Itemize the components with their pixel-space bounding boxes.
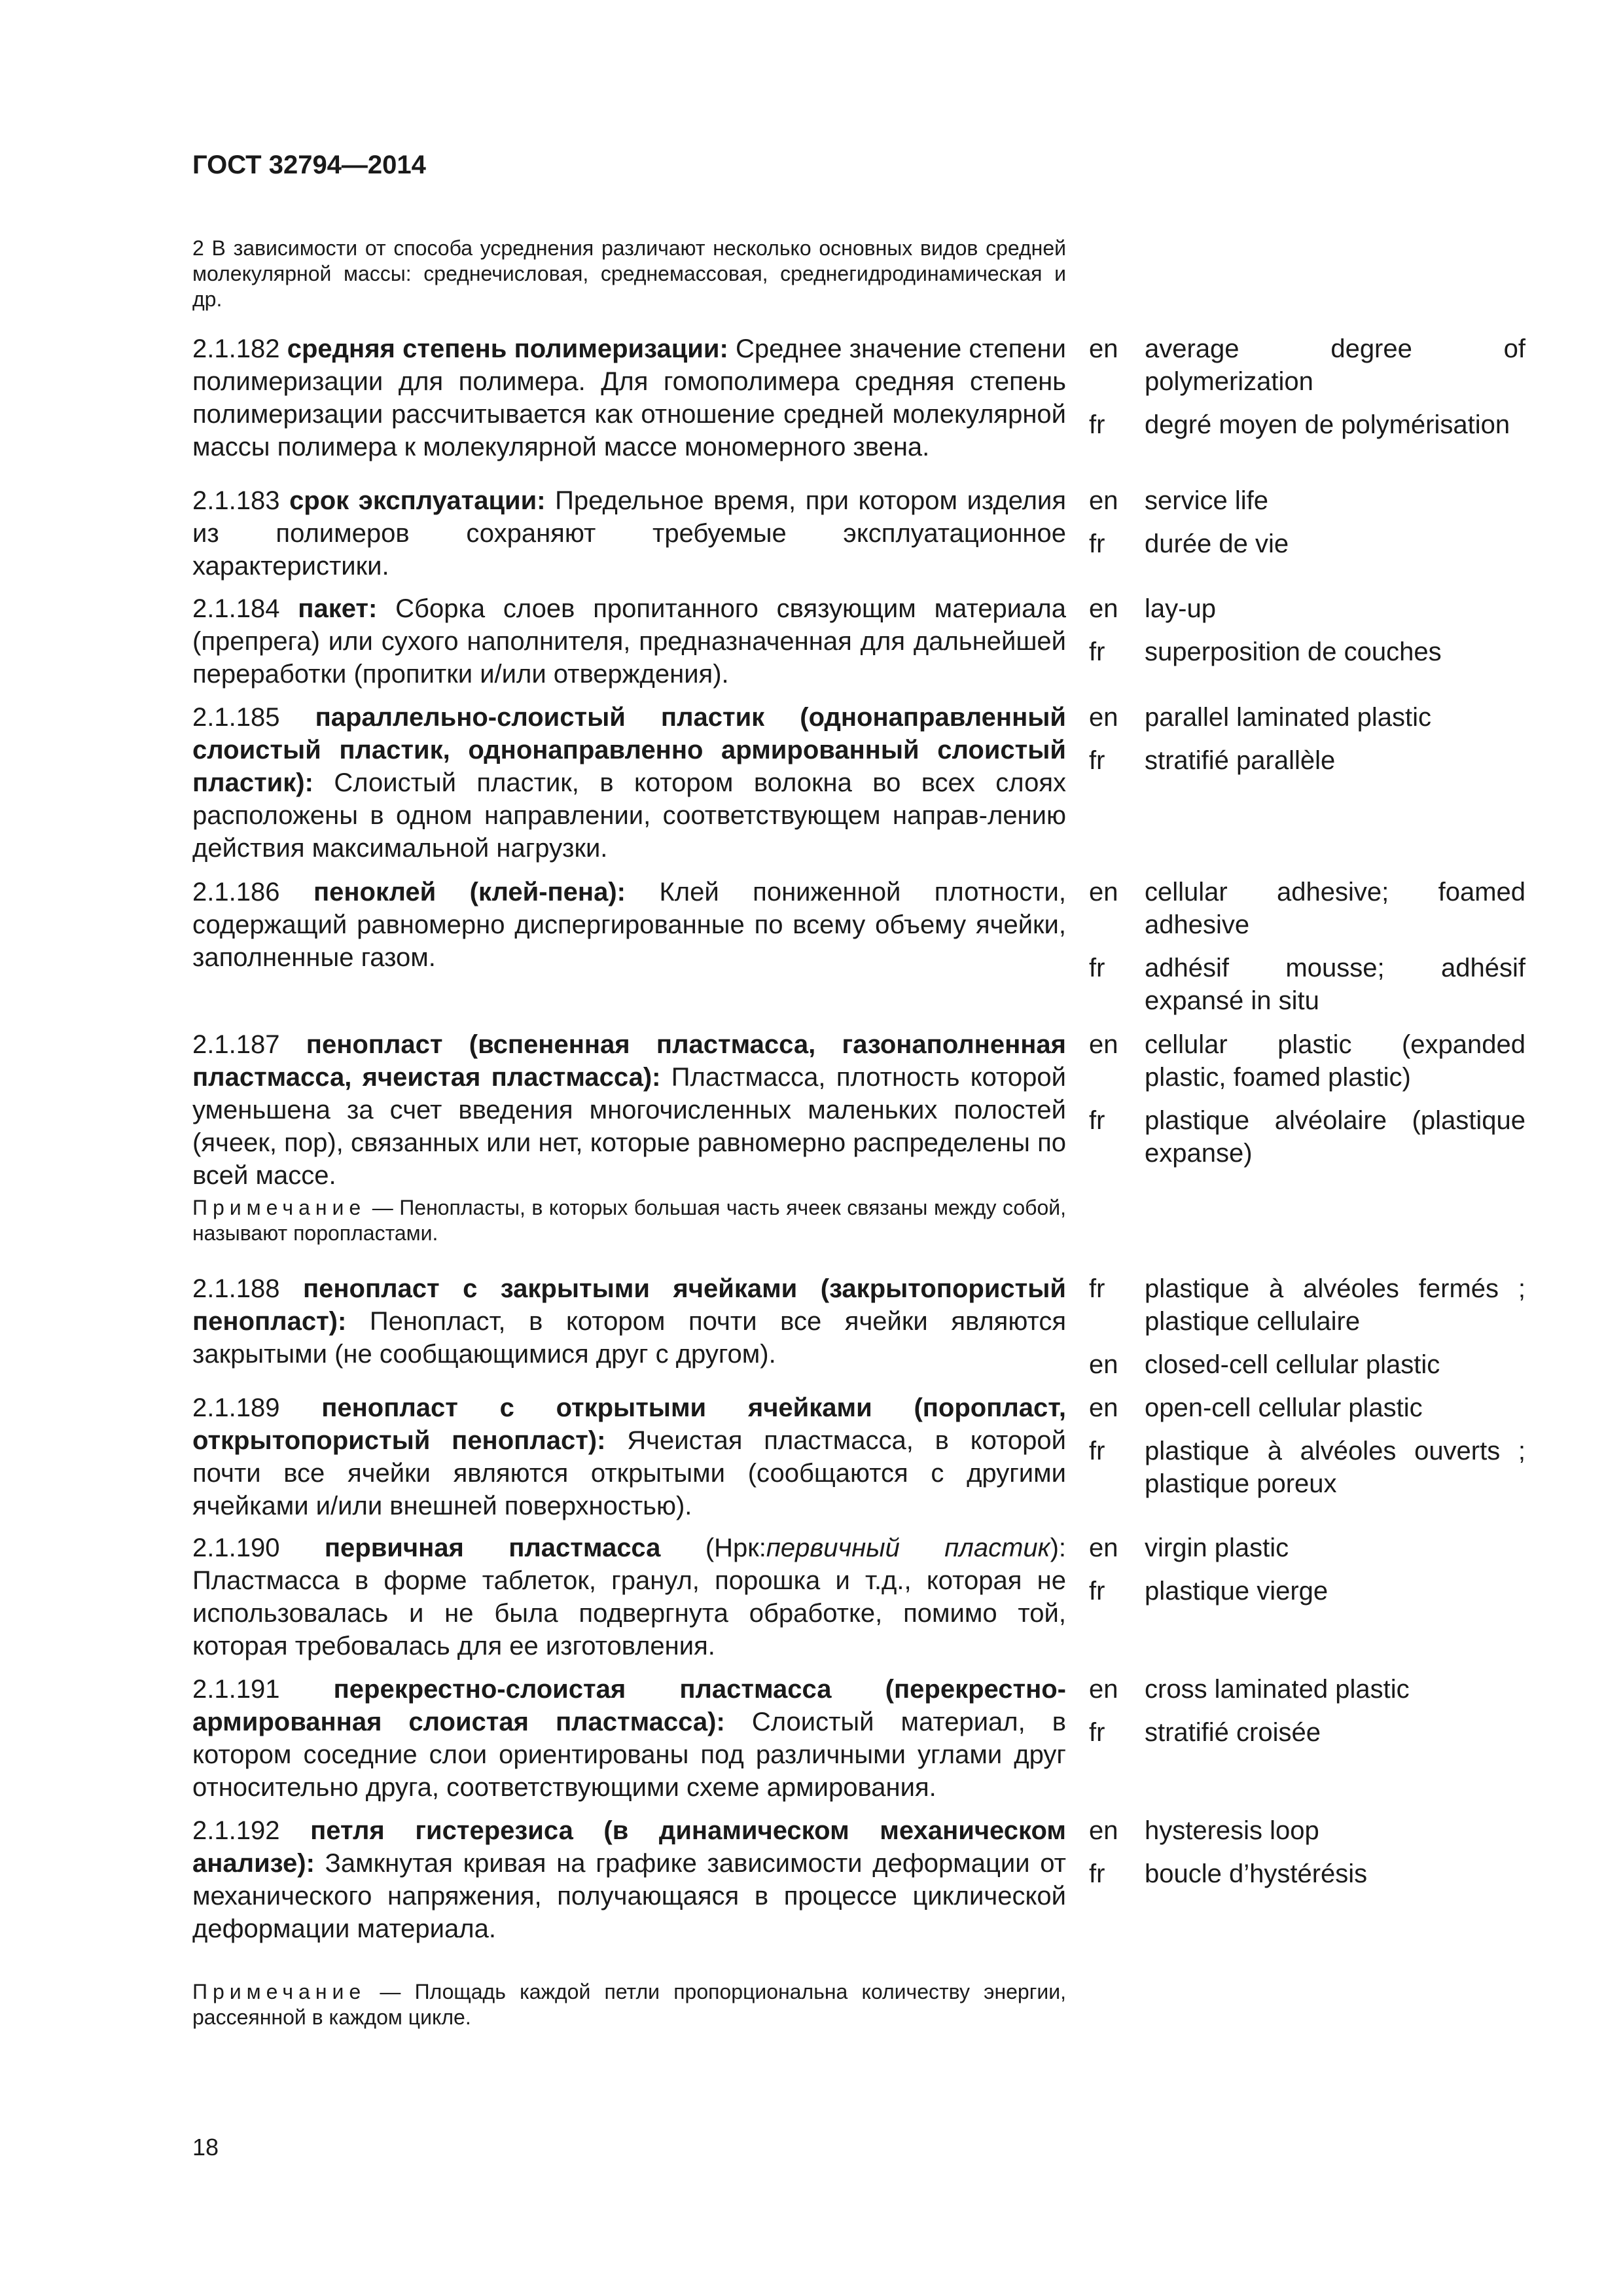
term-number: 2.1.186 [192, 878, 280, 906]
language-code: fr [1089, 1106, 1105, 1135]
term-number: 2.1.192 [192, 1816, 280, 1845]
language-code: en [1089, 1030, 1118, 1059]
term-deprecated-synonym: первичный пластик [766, 1534, 1050, 1562]
term-name: пеноклей (клей-пена): [313, 878, 626, 906]
term-text: Ячеистая пластмасса, в которой почти все ячейки являются открытыми (сообщаются с другими ячейками и/или внешней поверхностью). [192, 1426, 1067, 1520]
term-text: Предельное время, при котором изделия из полимеров сохраняют требуемые эксплуатационное характеристики. [192, 486, 1066, 581]
translation-term: service life [1145, 486, 1268, 515]
translation-term: adhésif mousse; adhésif expansé in situ [1145, 954, 1525, 1015]
term-name: средняя степень полимеризации: [287, 334, 728, 363]
language-code: en [1089, 334, 1118, 363]
translation-term: plastique à alvéoles fermés ; plastique cellulaire [1145, 1274, 1525, 1336]
term-name: пенопласт с открытыми ячейками (поропласт, открытопористый пенопласт): [192, 1393, 1066, 1455]
term-number: 2.1.189 [192, 1393, 280, 1422]
language-code: en [1089, 1534, 1118, 1562]
term-name: пенопласт с закрытыми ячейками (закрытопористый пенопласт): [192, 1274, 1066, 1336]
term-number: 2.1.184 [192, 594, 280, 623]
note-text: Пенопласты, в которых большая часть ячеек связаны между собой, называют поропластами. [192, 1196, 1067, 1245]
translation-term: hysteresis loop [1145, 1816, 1319, 1845]
term-text: Сборка слоев пропитанного связующим материала (препрега) или сухого наполнителя, предназначенная для дальнейшей переработки (пропитки и/или отверждения). [192, 594, 1066, 689]
translation-term: lay-up [1145, 594, 1216, 623]
term-number: 2.1.188 [192, 1274, 280, 1303]
translation-term: stratifié parallèle [1145, 746, 1336, 775]
language-code: fr [1089, 746, 1105, 775]
translation-term: average degree of polymerization [1145, 334, 1525, 396]
translation-term: open-cell cellular plastic [1145, 1393, 1423, 1422]
language-code: en [1089, 703, 1118, 732]
language-code: en [1089, 594, 1118, 623]
note-dash: — [372, 1196, 393, 1219]
language-code: en [1089, 1816, 1118, 1845]
translation-term: cellular plastic (expanded plastic, foamed plastic) [1145, 1030, 1525, 1092]
term-text: Слоистый материал, в котором соседние слои ориентированы под различными углами друг относительно друга, соответствующими схеме армирования. [192, 1708, 1066, 1802]
term-qualifier-open: (Нрк: [705, 1534, 766, 1562]
term-qualifier-close: ): [1050, 1534, 1066, 1562]
language-code: fr [1089, 1859, 1105, 1888]
translation-term: virgin plastic [1145, 1534, 1289, 1562]
translation-term: parallel laminated plastic [1145, 703, 1432, 732]
note-paragraph [192, 1979, 1066, 2030]
term-number: 2.1.187 [192, 1030, 280, 1059]
term-text: Замкнутая кривая на графике зависимости деформации от механического напряжения, получающаяся в процессе циклической деформации материала. [192, 1849, 1066, 1943]
term-definition [192, 332, 1066, 463]
translation-term: plastique à alvéoles ouverts ; plastique poreux [1145, 1437, 1525, 1498]
term-definition [192, 592, 1066, 691]
term-number: 2.1.191 [192, 1675, 280, 1704]
language-code: fr [1089, 1437, 1105, 1465]
term-text: Пенопласт, в котором почти все ячейки являются закрытыми (не сообщающимися друг с другом). [192, 1307, 1066, 1369]
term-name: перекрестно-слоистая пластмасса (перекрестно-армированная слоистая пластмасса): [192, 1675, 1066, 1736]
note-paragraph [192, 1195, 1066, 1246]
translation-term: plastique alvéolaire (plastique expanse) [1145, 1106, 1525, 1168]
language-code: en [1089, 1350, 1118, 1379]
term-definition [192, 1272, 1066, 1371]
term-definition [192, 1028, 1066, 1192]
term-definition [192, 1391, 1066, 1522]
term-text: Слоистый пластик, в котором волокна во всех слоях расположены в одном направлении, соответствующем направ-лению действия максимальной нагрузки. [192, 768, 1066, 863]
term-text: Клей пониженной плотности, содержащий равномерно диспергированные по всему объему ячейки, заполненные газом. [192, 878, 1067, 972]
language-code: en [1089, 1393, 1118, 1422]
translation-term: durée de vie [1145, 529, 1289, 558]
term-text: Пластмасса в форме таблеток, гранул, порошка и т.д., которая не использовалась и не была подвергнута обработке, помимо той, которая требовалась для ее изготовления. [192, 1566, 1066, 1660]
term-name: петля гистерезиса (в динамическом механическом анализе): [192, 1816, 1066, 1878]
term-name: пакет: [298, 594, 378, 623]
term-definition [192, 484, 1066, 583]
term-name: пенопласт (вспененная пластмасса, газонаполненная пластмасса, ячеистая пластмасса): [192, 1030, 1066, 1092]
term-name: параллельно-слоистый пластик (однонаправленный слоистый пластик, однонаправленно армированный слоистый пластик): [192, 703, 1066, 797]
language-code: en [1089, 486, 1118, 515]
translation-term: cellular adhesive; foamed adhesive [1145, 878, 1525, 939]
term-number: 2.1.182 [192, 334, 280, 363]
language-code: fr [1089, 1718, 1105, 1747]
term-definition [192, 1532, 1066, 1662]
language-code: fr [1089, 637, 1105, 666]
term-definition [192, 1814, 1066, 1945]
term-number: 2.1.190 [192, 1534, 280, 1562]
term-definition [192, 1673, 1066, 1804]
note-text: Площадь каждой петли пропорциональна количеству энергии, рассеянной в каждом цикле. [192, 1980, 1067, 2029]
language-code: fr [1089, 954, 1105, 982]
translation-term: stratifié croisée [1145, 1718, 1321, 1747]
term-text: Среднее значение степени полимеризации для полимера. Для гомополимера средняя степень полимеризации рассчитывается как отношение средней молекулярной массы полимера к молекулярной массе мономерного звена. [192, 334, 1066, 461]
page-number: 18 [192, 2134, 219, 2161]
document-header: ГОСТ 32794—2014 [192, 151, 426, 179]
language-code: fr [1089, 1274, 1105, 1303]
language-code: fr [1089, 410, 1105, 439]
term-name: срок эксплуатации: [289, 486, 546, 515]
term-definition [192, 876, 1066, 974]
translation-term: degré moyen de polymérisation [1145, 410, 1510, 439]
term-number: 2.1.183 [192, 486, 280, 515]
translation-term: plastique vierge [1145, 1577, 1329, 1605]
language-code: fr [1089, 1577, 1105, 1605]
translation-term: cross laminated plastic [1145, 1675, 1410, 1704]
translation-term: closed-cell cellular plastic [1145, 1350, 1440, 1379]
language-code: en [1089, 878, 1118, 906]
note-dash: — [380, 1980, 401, 2003]
term-definition [192, 701, 1066, 865]
note-label: Примечание [192, 1980, 366, 2003]
language-code: fr [1089, 529, 1105, 558]
translation-term: superposition de couches [1145, 637, 1442, 666]
language-code: en [1089, 1675, 1118, 1704]
note-label: Примечание [192, 1196, 366, 1219]
term-number: 2.1.185 [192, 703, 280, 732]
translation-term: boucle d’hystérésis [1145, 1859, 1368, 1888]
term-text: Пластмасса, плотность которой уменьшена за счет введения многочисленных маленьких полостей (ячеек, пор), связанных или нет, которые равномерно распределены по всей массе. [192, 1063, 1066, 1190]
term-name: первичная пластмасса [324, 1534, 661, 1562]
note-paragraph: 2 В зависимости от способа усреднения различают несколько основных видов средней молекулярной массы: среднечисловая, среднемассовая, среднегидродинамическая и др. [192, 236, 1066, 311]
